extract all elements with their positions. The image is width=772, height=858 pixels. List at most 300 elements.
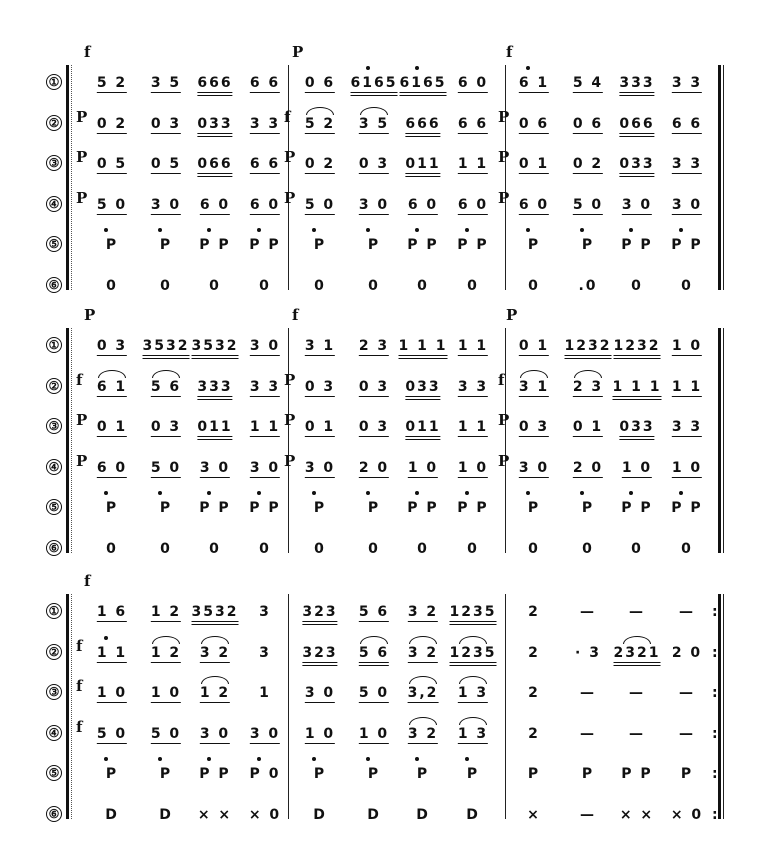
note-group: 3 3 (671, 156, 703, 172)
note-group: 3 2 (199, 644, 231, 661)
row-dynamic-prefix: P (498, 107, 510, 126)
dot-mark (312, 228, 316, 232)
note-group: 0 2 (96, 115, 128, 132)
note-group: — (679, 604, 695, 620)
note-group: D (416, 806, 430, 823)
dot-mark (366, 757, 370, 761)
note-group: 5 0 (304, 196, 336, 213)
note-group: P (159, 500, 173, 516)
note-group: 2 (528, 725, 540, 742)
note-group: 0 (417, 540, 429, 557)
system-left-barline-dotted (71, 65, 72, 290)
note-group: 3 1 (518, 378, 550, 395)
row-dynamic-prefix: P (498, 411, 510, 429)
row-dynamic-prefix: f (498, 370, 505, 389)
note-group: 3 2 (407, 644, 439, 661)
note-group: 5 0 (96, 196, 128, 213)
dot-mark (104, 228, 108, 232)
row-dynamic-prefix: f (76, 636, 83, 655)
note-group: 1 (259, 685, 271, 701)
note-group: × × (197, 806, 233, 823)
dot-mark (415, 491, 419, 495)
dot-mark (158, 757, 162, 761)
row-dynamic-prefix: P (284, 451, 296, 470)
row-label: ⑤ (46, 236, 62, 252)
note-group: — (679, 685, 695, 701)
note-group: P (527, 766, 541, 782)
note-group: 3 2 (407, 604, 439, 620)
note-group: 1232 (565, 338, 612, 359)
row-dynamic-prefix: f (76, 717, 83, 736)
note-group: 0 1 (572, 419, 604, 435)
dot-mark (526, 491, 530, 495)
note-group: 066 (619, 116, 654, 137)
note-group: D (367, 806, 381, 823)
system-left-barline (66, 65, 69, 290)
note-group: 5 2 (304, 115, 336, 132)
note-group: 1235 (450, 645, 497, 666)
repeat-sign-dots: : (712, 685, 718, 701)
row-label: ⑥ (46, 806, 62, 822)
row-label: ⑤ (46, 765, 62, 781)
note-group: P (313, 500, 327, 516)
row-label: ③ (46, 418, 62, 434)
dot-mark (104, 491, 108, 495)
slur-mark (409, 717, 437, 725)
dynamic-marking: P (506, 306, 518, 324)
note-group: 0 1 (518, 338, 550, 354)
note-group: 3 0 (621, 196, 653, 213)
note-group: 2 0 (572, 459, 604, 476)
note-group: 0 1 (304, 419, 336, 435)
note-group: 0 3 (304, 378, 336, 395)
note-group: P P (199, 237, 231, 253)
dynamic-marking: f (84, 43, 91, 61)
repeat-sign-dots: : (712, 806, 718, 823)
note-group: 0 3 (358, 156, 390, 172)
note-group: P P (621, 500, 653, 516)
row-dynamic-prefix: P (284, 411, 296, 429)
note-group: 6165 (351, 75, 398, 96)
note-group: 666 (405, 116, 440, 137)
dynamic-marking: f (84, 572, 91, 590)
note-group: 1 1 (457, 419, 489, 435)
note-group: 6 6 (457, 115, 489, 132)
note-group: 1 1 1 (613, 379, 662, 400)
dynamic-marking: P (292, 43, 304, 61)
dot-mark (207, 228, 211, 232)
note-group: P P (671, 500, 703, 516)
note-group: P (105, 500, 119, 516)
row-dynamic-prefix: f (76, 370, 83, 389)
row-dynamic-prefix: P (498, 148, 510, 166)
note-group: 3 3 (671, 419, 703, 435)
dot-mark (580, 491, 584, 495)
note-group: P (367, 766, 381, 782)
dot-mark (158, 491, 162, 495)
note-group: 3532 (192, 338, 239, 359)
note-group: P P (407, 500, 439, 516)
note-group: 6 6 (249, 75, 281, 91)
note-group: 3 0 (358, 196, 390, 213)
note-group: 3,2 (407, 685, 439, 701)
measure-barline (288, 594, 289, 819)
note-group: 1 2 (150, 644, 182, 661)
note-group: 0 (160, 540, 172, 557)
row-label: ① (46, 337, 62, 353)
note-group: 3 3 (249, 115, 281, 132)
note-group: 0 (582, 540, 594, 557)
note-group: 1 1 (457, 156, 489, 172)
note-group: 5 6 (150, 378, 182, 395)
dot-mark (415, 66, 419, 70)
slur-mark (152, 370, 180, 378)
slur-mark (459, 717, 487, 725)
note-group: 3 0 (249, 725, 281, 742)
note-group: 0 (314, 540, 326, 557)
note-group: P (581, 237, 595, 253)
note-group: 0 (417, 277, 429, 294)
dynamic-marking: f (506, 43, 513, 61)
dot-mark (465, 491, 469, 495)
measure-barline (505, 65, 506, 290)
note-group: 6 6 (249, 156, 281, 172)
dot-mark (366, 491, 370, 495)
note-group: 666 (197, 75, 232, 96)
note-group: 0 (106, 540, 118, 557)
row-label: ② (46, 644, 62, 660)
note-group: 2 (528, 604, 540, 620)
note-group: P (367, 237, 381, 253)
note-group: 5 6 (359, 645, 389, 666)
note-group: — (580, 685, 596, 701)
row-label: ① (46, 74, 62, 90)
note-group: 3 0 (249, 338, 281, 354)
note-group: × × (619, 806, 655, 823)
note-group: · 3 (575, 644, 601, 661)
row-label: ⑥ (46, 277, 62, 293)
note-group: 0 3 (358, 419, 390, 435)
note-group: — (629, 725, 645, 742)
repeat-sign-dots: : (712, 644, 718, 661)
slur-mark (360, 107, 388, 115)
note-group: 6 1 (518, 75, 550, 91)
dot-mark (207, 491, 211, 495)
note-group: 5 0 (96, 725, 128, 742)
dot-mark (580, 228, 584, 232)
dot-mark (679, 491, 683, 495)
row-label: ⑤ (46, 499, 62, 515)
note-group: 5 0 (358, 685, 390, 701)
note-group: 2 (528, 644, 540, 661)
note-group: P P (457, 237, 489, 253)
note-group: 0 (209, 277, 221, 294)
note-group: 3532 (192, 604, 239, 625)
note-group: 0 1 (518, 156, 550, 172)
measure-barline (718, 65, 721, 290)
measure-barline (718, 328, 721, 553)
note-group: — (580, 604, 596, 620)
dot-mark (526, 228, 530, 232)
system-left-barline (66, 594, 69, 819)
note-group: — (580, 725, 596, 742)
dot-mark (104, 757, 108, 761)
note-group: 0 (368, 540, 380, 557)
note-group: 0 (528, 277, 540, 294)
note-group: 3 5 (150, 75, 182, 91)
note-group: P P (457, 500, 489, 516)
note-group: P (466, 766, 480, 782)
note-group: 0 6 (304, 75, 336, 91)
dot-mark (629, 491, 633, 495)
note-group: 1 0 (457, 459, 489, 476)
note-group: 1235 (450, 604, 497, 625)
repeat-sign-dots: : (712, 725, 718, 742)
note-group: 0 6 (572, 115, 604, 132)
note-group: 6 6 (671, 115, 703, 132)
note-group: 0 (631, 540, 643, 557)
note-group: 3 3 (671, 75, 703, 91)
row-label: ② (46, 378, 62, 394)
note-group: D (313, 806, 327, 823)
measure-barline-double (723, 594, 724, 819)
note-group: P (105, 237, 119, 253)
note-group: P 0 (249, 766, 281, 782)
note-group: 3 0 (304, 685, 336, 701)
dynamic-marking: P (84, 306, 96, 324)
measure-barline (288, 65, 289, 290)
note-group: — (629, 604, 645, 620)
note-group: 0 (681, 540, 693, 557)
note-group: 323 (302, 604, 337, 625)
row-dynamic-prefix: P (76, 188, 88, 207)
row-label: ④ (46, 459, 62, 475)
note-group: 033 (197, 116, 232, 137)
note-group: 0 3 (150, 115, 182, 132)
note-group: 3 (259, 644, 271, 661)
note-group: 1 3 (457, 725, 489, 742)
note-group: 0 (528, 540, 540, 557)
note-group: .0 (578, 277, 598, 294)
note-group: 0 (467, 540, 479, 557)
row-dynamic-prefix: P (284, 188, 296, 207)
note-group: 5 4 (572, 75, 604, 91)
dot-mark (366, 228, 370, 232)
slur-mark (409, 676, 437, 684)
note-group: 033 (405, 379, 440, 400)
note-group: 0 3 (518, 419, 550, 435)
note-group: 1 1 1 (399, 338, 448, 359)
note-group: 5 6 (358, 604, 390, 620)
system-left-barline (66, 328, 69, 553)
note-group: P (581, 766, 595, 782)
row-label: ④ (46, 725, 62, 741)
row-dynamic-prefix: f (76, 677, 83, 695)
note-group: 1 0 (96, 685, 128, 701)
note-group: 1 0 (304, 725, 336, 742)
note-group: 5 0 (572, 196, 604, 213)
note-group: P (105, 766, 119, 782)
note-group: P (581, 500, 595, 516)
note-group: 0 (467, 277, 479, 294)
measure-barline (505, 328, 506, 553)
note-group: P P (249, 500, 281, 516)
note-group: 1 0 (150, 685, 182, 701)
repeat-sign-dots: : (712, 766, 718, 782)
note-group: P (680, 766, 694, 782)
dot-mark (679, 228, 683, 232)
note-group: 1 2 (150, 604, 182, 620)
note-group: 2 3 (572, 378, 604, 395)
note-group: 1 0 (671, 459, 703, 476)
dot-mark (415, 228, 419, 232)
row-label: ③ (46, 684, 62, 700)
dot-mark (415, 757, 419, 761)
dot-mark (257, 491, 261, 495)
note-group: 3 2 (407, 725, 439, 742)
dynamic-marking: f (292, 306, 299, 324)
note-group: P (527, 500, 541, 516)
slur-mark (201, 636, 229, 644)
note-group: 0 (681, 277, 693, 294)
note-group: P P (249, 237, 281, 253)
note-group: 0 (631, 277, 643, 294)
note-group: 6 0 (199, 196, 231, 213)
note-group: P P (199, 500, 231, 516)
note-group: 0 2 (304, 156, 336, 172)
note-group: 3 3 (457, 378, 489, 395)
note-group: P (527, 237, 541, 253)
note-group: 2 0 (671, 644, 703, 661)
note-group: 1 0 (407, 459, 439, 476)
system-left-barline-dotted (71, 594, 72, 819)
note-group: 3 0 (249, 459, 281, 476)
note-group: P P (671, 237, 703, 253)
note-group: 3 (259, 604, 271, 620)
dot-mark (104, 636, 108, 640)
note-group: 0 (209, 540, 221, 557)
slur-mark (459, 636, 487, 644)
note-group: × 0 (248, 806, 282, 823)
note-group: P (313, 766, 327, 782)
note-group: 0 (160, 277, 172, 294)
note-group: 1 6 (96, 604, 128, 620)
note-group: 6 0 (407, 196, 439, 213)
note-group: D (159, 806, 173, 823)
dot-mark (158, 228, 162, 232)
note-group: P P (621, 237, 653, 253)
note-group: D (105, 806, 119, 823)
row-dynamic-prefix: P (498, 451, 510, 470)
note-group: 6 0 (518, 196, 550, 213)
dot-mark (465, 757, 469, 761)
note-group: 333 (619, 75, 654, 96)
dot-mark (312, 757, 316, 761)
note-group: 0 (314, 277, 326, 294)
note-group: 1 1 (671, 378, 703, 395)
note-group: D (466, 806, 480, 823)
dot-mark (312, 491, 316, 495)
note-group: 6165 (400, 75, 447, 96)
note-group: 1 2 (199, 685, 231, 701)
note-group: — (580, 806, 596, 823)
note-group: 2 (528, 685, 540, 701)
note-group: 3 3 (249, 378, 281, 395)
row-label: ④ (46, 196, 62, 212)
note-group: 033 (619, 156, 654, 177)
note-group: 3 0 (199, 725, 231, 742)
measure-barline (505, 594, 506, 819)
note-group: 3 0 (304, 459, 336, 476)
note-group: P (416, 766, 430, 782)
row-dynamic-prefix: P (76, 411, 88, 429)
note-group: 5 0 (150, 459, 182, 476)
row-label: ③ (46, 155, 62, 171)
note-group: 6 0 (96, 459, 128, 476)
note-group: 323 (302, 645, 337, 666)
dot-mark (366, 66, 370, 70)
note-group: 0 (259, 540, 271, 557)
note-group: 5 0 (150, 725, 182, 742)
slur-mark (623, 636, 651, 644)
note-group: 0 5 (96, 156, 128, 172)
slur-mark (520, 370, 548, 378)
note-group: 6 0 (457, 196, 489, 213)
dot-mark (207, 757, 211, 761)
note-group: 333 (197, 379, 232, 400)
slur-mark (574, 370, 602, 378)
note-group: 3 0 (518, 459, 550, 476)
note-group: 1 1 (249, 419, 281, 435)
note-group: P P (199, 766, 231, 782)
note-group: 011 (405, 419, 440, 440)
dot-mark (526, 66, 530, 70)
note-group: 6 0 (457, 75, 489, 91)
slur-mark (152, 636, 180, 644)
measure-barline (288, 328, 289, 553)
row-dynamic-prefix: f (284, 107, 291, 126)
note-group: 0 1 (96, 419, 128, 435)
note-group: 3 5 (358, 115, 390, 132)
dot-mark (465, 228, 469, 232)
dot-mark (257, 757, 261, 761)
row-label: ⑥ (46, 540, 62, 556)
slur-mark (201, 676, 229, 684)
note-group: 1 1 (96, 644, 128, 661)
row-dynamic-prefix: P (76, 148, 88, 166)
note-group: 0 5 (150, 156, 182, 172)
note-group: 6 1 (96, 378, 128, 395)
note-group: P (313, 237, 327, 253)
row-label: ② (46, 115, 62, 131)
note-group: — (679, 725, 695, 742)
row-dynamic-prefix: P (498, 188, 510, 207)
note-group: — (629, 685, 645, 701)
note-group: 1 3 (457, 685, 489, 701)
note-group: 1 0 (621, 459, 653, 476)
note-group: 0 2 (572, 156, 604, 172)
measure-barline (718, 594, 721, 819)
row-dynamic-prefix: P (76, 107, 88, 126)
dot-mark (629, 228, 633, 232)
note-group: 1 0 (358, 725, 390, 742)
row-dynamic-prefix: P (284, 370, 296, 389)
note-group: 2321 (614, 645, 661, 666)
note-group: 011 (405, 156, 440, 177)
note-group: × 0 (670, 806, 704, 823)
note-group: 2 3 (358, 338, 390, 354)
row-dynamic-prefix: P (76, 451, 88, 470)
